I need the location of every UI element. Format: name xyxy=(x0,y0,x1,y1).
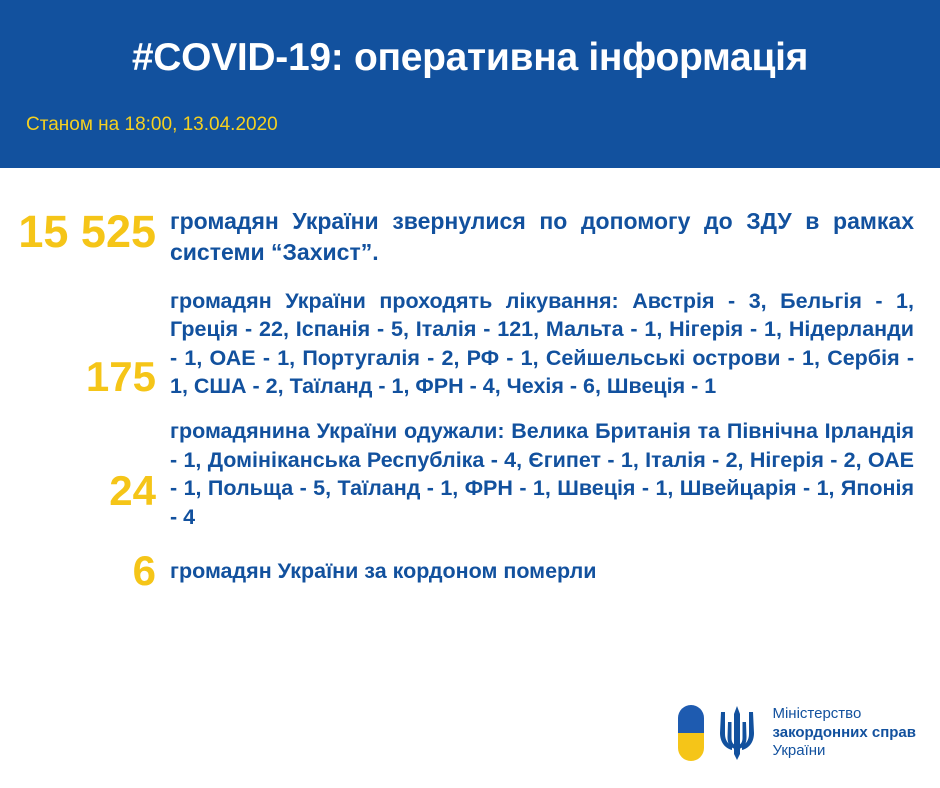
stat-description: громадян України проходять лікування: Австрія - 3, Бельгія - 1, Греція - 22, Іспанія - 5, Італія - 121, Мальта - 1, Нігерія - 1, Нідерланди - 1, ОАЕ - 1, Португалія - 2, РФ - 1, Сейшельські острови - 1, Сербія - 1, США - 2, Таїланд - 1, ФРН - 4, Чехія - 6, Швеція - 1 xyxy=(170,288,914,399)
ministry-logo xyxy=(678,704,916,762)
stat-number: 15 525 xyxy=(18,206,156,257)
ministry-name xyxy=(772,705,916,761)
timestamp-label: Станом на 18:00, 13.04.2020 xyxy=(26,114,278,135)
stat-row-requests xyxy=(0,206,940,269)
stat-row-deceased xyxy=(0,549,940,593)
stat-row-recovered xyxy=(0,417,940,531)
ukraine-trident-icon xyxy=(714,704,760,762)
stat-description: громадян України звернулися по допомогу до ЗДУ в рамках системи “Захист”. xyxy=(170,208,914,266)
header-banner xyxy=(0,0,940,168)
stat-description: громадян України за кордоном померли xyxy=(170,559,597,584)
stat-description: громадянина України одужали: Велика Британія та Північна Ірландія - 1, Домініканська Республіка - 4, Єгипет - 1, Італія - 2, Нігерія - 2, ОАЕ - 1, Польща - 5, Таїланд - 1, ФРН - 1, Швеція - 1, Швейцарія - 1, Японія - 4 xyxy=(170,418,914,529)
statistics-list xyxy=(0,168,940,788)
stat-row-treatment xyxy=(0,287,940,401)
ukraine-flag-icon xyxy=(678,705,704,761)
ministry-line-2: закордонних справ xyxy=(772,723,916,741)
page-title: #COVID-19: оперативна інформація xyxy=(131,36,809,79)
stat-number: 175 xyxy=(85,352,156,400)
ministry-line-3: України xyxy=(772,742,826,760)
stat-number: 6 xyxy=(132,547,156,595)
stat-number: 24 xyxy=(109,466,156,514)
ministry-line-1: Міністерство xyxy=(772,704,862,722)
